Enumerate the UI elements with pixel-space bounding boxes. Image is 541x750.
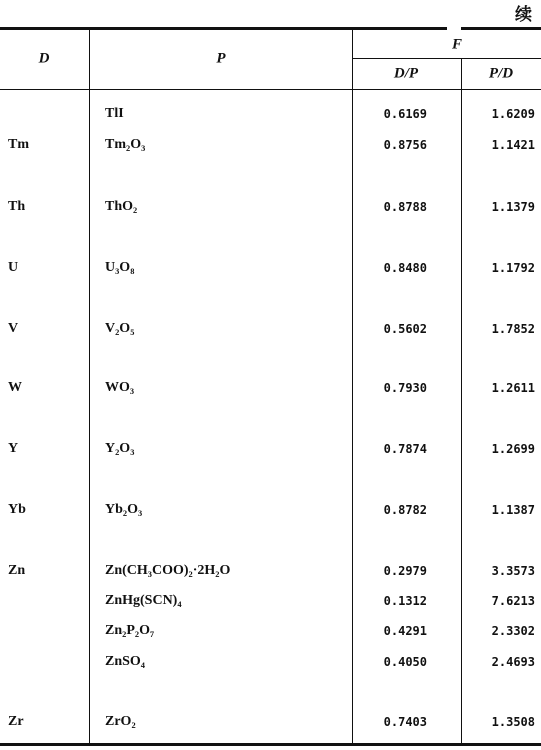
column-divider-3 (461, 59, 462, 743)
factor-p-over-d-cell: 1.3508 (491, 715, 535, 729)
factor-d-over-p-cell: 0.2979 (383, 564, 427, 578)
compound-cell: ZnHg(SCN)₄ (105, 593, 182, 608)
compound-cell: Zn₂P₂O₇ (105, 623, 155, 638)
header-p-over-d: P/D (488, 65, 514, 82)
element-cell: Tm (8, 137, 29, 152)
element-cell: Zr (8, 714, 24, 729)
element-cell: W (8, 380, 22, 395)
compound-cell: ZrO₂ (105, 714, 136, 729)
compound-cell: ThO₂ (105, 199, 138, 214)
table-top-rule-gap (447, 24, 461, 33)
factor-d-over-p-cell: 0.7874 (383, 442, 427, 456)
compound-cell: Tm₂O₃ (105, 137, 146, 152)
factor-header-rule (352, 58, 541, 59)
compound-cell: WO₃ (105, 380, 135, 395)
element-cell: V (8, 321, 19, 336)
factor-p-over-d-cell: 2.3302 (491, 624, 535, 638)
factor-d-over-p-cell: 0.8788 (383, 200, 427, 214)
compound-cell: TlI (105, 106, 124, 121)
element-cell: Y (8, 441, 19, 456)
header-f: F (451, 36, 463, 53)
factor-p-over-d-cell: 1.7852 (491, 322, 535, 336)
header-bottom-rule (0, 89, 541, 90)
compound-cell: U₃O₈ (105, 260, 135, 275)
factor-p-over-d-cell: 2.4693 (491, 655, 535, 669)
element-cell: Yb (8, 502, 26, 517)
factor-d-over-p-cell: 0.7930 (383, 381, 427, 395)
factor-d-over-p-cell: 0.4050 (383, 655, 427, 669)
factor-p-over-d-cell: 1.2699 (491, 442, 535, 456)
factor-p-over-d-cell: 3.3573 (491, 564, 535, 578)
factor-p-over-d-cell: 1.1379 (491, 200, 535, 214)
header-d-over-p: D/P (393, 65, 419, 82)
continued-label: 续 (515, 5, 532, 25)
compound-cell: Zn(CH₃COO)₂·2H₂O (105, 563, 231, 578)
factor-d-over-p-cell: 0.8756 (383, 138, 427, 152)
compound-cell: Y₂O₃ (105, 441, 135, 456)
element-cell: Zn (8, 563, 26, 578)
factor-p-over-d-cell: 1.2611 (491, 381, 535, 395)
factor-d-over-p-cell: 0.1312 (383, 594, 427, 608)
compound-cell: V₂O₅ (105, 321, 135, 336)
factor-p-over-d-cell: 1.1387 (491, 503, 535, 517)
factor-d-over-p-cell: 0.8480 (383, 261, 427, 275)
element-cell: Th (8, 199, 26, 214)
factor-p-over-d-cell: 1.1421 (491, 138, 535, 152)
factor-p-over-d-cell: 7.6213 (491, 594, 535, 608)
table-bottom-rule (0, 743, 541, 746)
compound-cell: ZnSO₄ (105, 654, 145, 669)
factor-d-over-p-cell: 0.8782 (383, 503, 427, 517)
element-cell: U (8, 260, 19, 275)
compound-cell: Yb₂O₃ (105, 502, 143, 517)
header-p: P (216, 50, 226, 67)
factor-d-over-p-cell: 0.5602 (383, 322, 427, 336)
header-d: D (38, 50, 50, 67)
column-divider-1 (89, 29, 90, 743)
factor-p-over-d-cell: 1.6209 (491, 107, 535, 121)
column-divider-2 (352, 29, 353, 743)
factor-p-over-d-cell: 1.1792 (491, 261, 535, 275)
factor-d-over-p-cell: 0.6169 (383, 107, 427, 121)
factor-d-over-p-cell: 0.4291 (383, 624, 427, 638)
factor-d-over-p-cell: 0.7403 (383, 715, 427, 729)
